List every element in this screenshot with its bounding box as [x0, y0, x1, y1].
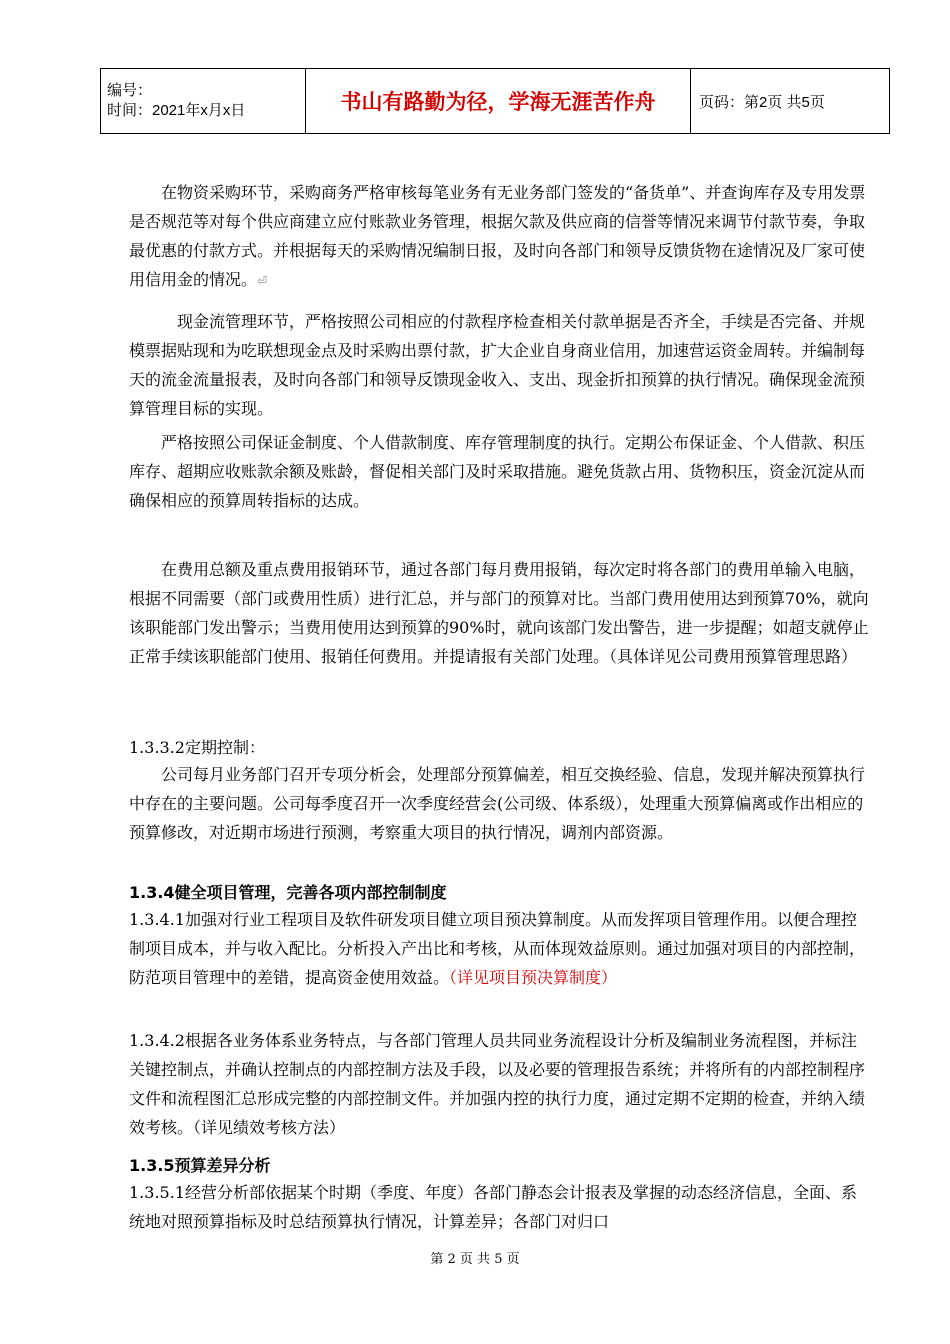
header-page-number: 页码：第2页 共5页: [691, 69, 890, 134]
paragraph-cashflow: 现金流管理环节，严格按照公司相应的付款程序检查相关付款单据是否齐全，手续是否完备、并规模票据贴现和为吃联想现金点及时采购出票付款，扩大企业自身商业信用，加速营运资金周转。并编制每天的流金流量报表，及时向各部门和领导反馈现金收入、支出、现金折扣预算的执行情况。确保现金流预算管理目标的实现。: [129, 312, 866, 418]
document-number: 编号：: [107, 82, 153, 99]
header-meta: [101, 69, 306, 134]
paragraph-mark-icon: ⏎: [257, 274, 268, 288]
section-1332-title: 1.3.3.2定期控制：: [129, 738, 265, 757]
project-budget-reference: （详见项目预决算制度）: [449, 968, 618, 987]
document-date: 时间：2021年x月x日: [107, 102, 246, 119]
paragraph-expenses: 在费用总额及重点费用报销环节，通过各部门每月费用报销，每次定时将各部门的费用单输入电脑，根据不同需要（部门或费用性质）进行汇总，并与部门的预算对比。当部门费用使用达到预算70%，就向该职能部门发出警示；当费用使用达到预算的90%时，就向该部门发出警告，进一步提醒；如超支就停止正常手续该职能部门使用、报销任何费用。并提请报有关部门处理。（具体详见公司费用预算管理思路）: [129, 560, 869, 666]
page-footer: 第 2 页 共 5 页: [430, 1252, 520, 1267]
section-1342-body: 1.3.4.2根据各业务体系业务特点，与各部门管理人员共同业务流程设计分析及编制业务流程图，并标注关键控制点，并确认控制点的内部控制方法及手段，以及必要的管理报告系统；并将所有的内部控制程序文件和流程图汇总形成完整的内部控制文件。并加强内控的执行力度，通过定期不定期的检查，并纳入绩效考核。（详见绩效考核方法）: [129, 1031, 866, 1137]
page-header: [100, 68, 890, 134]
section-1332-body: 公司每月业务部门召开专项分析会，处理部分预算偏差，相互交换经验、信息，发现并解决预算执行中存在的主要问题。公司每季度召开一次季度经营会(公司级、体系级），处理重大预算偏离或作出相应的预算修改，对近期市场进行预测，考察重大项目的执行情况，调剂内部资源。: [129, 765, 866, 842]
paragraph-deposit: 严格按照公司保证金制度、个人借款制度、库存管理制度的执行。定期公布保证金、个人借款、积压库存、超期应收账款余额及账龄，督促相关部门及时采取措施。避免货款占用、货物积压，资金沉淀从而确保相应的预算周转指标的达成。: [129, 433, 866, 510]
section-135-heading: 1.3.5预算差异分析: [129, 1156, 271, 1175]
paragraph-procurement: 在物资采购环节，采购商务严格审核每笔业务有无业务部门签发的“备货单”、并查询库存及专用发票是否规范等对每个供应商建立应付账款业务管理，根据欠款及供应商的信誉等情况来调节付款节奏，争取最优惠的付款方式。并根据每天的采购情况编制日报，及时向各部门和领导反馈货物在途情况及厂家可使用信用金的情况。⏎: [129, 183, 866, 289]
header-motto: 书山有路勤为径，学海无涯苦作舟: [306, 69, 691, 134]
section-134-heading: 1.3.4健全项目管理，完善各项内部控制制度: [129, 883, 447, 902]
section-1351-body: 1.3.5.1经营分析部依据某个时期（季度、年度）各部门静态会计报表及掌握的动态经济信息，全面、系统地对照预算指标及时总结预算执行情况，计算差异；各部门对归口: [129, 1183, 857, 1231]
section-1341-body: 1.3.4.1加强对行业工程项目及软件研发项目健立项目预决算制度。从而发挥项目管理作用。以便合理控制项目成本，并与收入配比。分析投入产出比和考核，从而体现效益原则。通过加强对项目的内部控制，防范项目管理中的差错，提高资金使用效益。（详见项目预决算制度）: [129, 910, 866, 987]
